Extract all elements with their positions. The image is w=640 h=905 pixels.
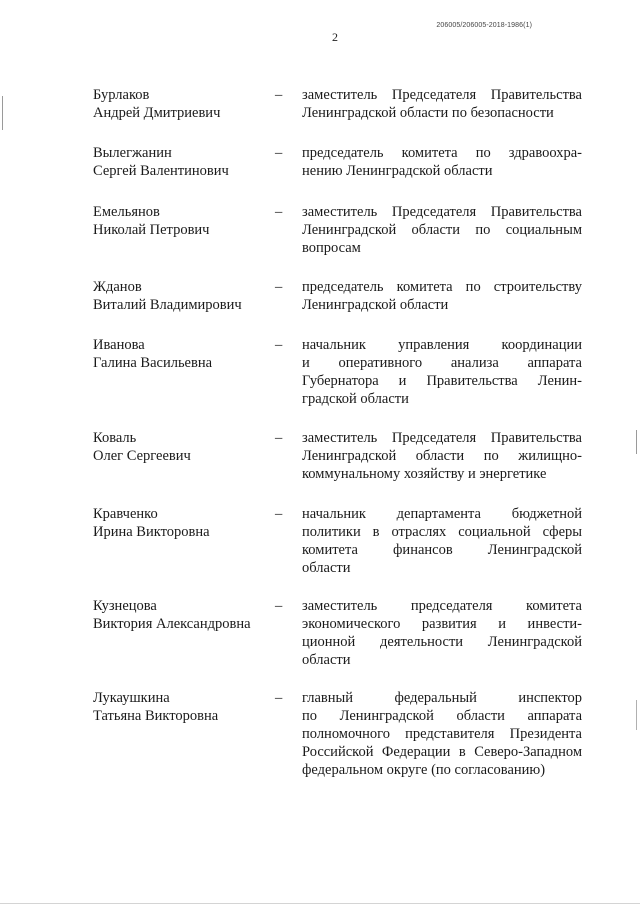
member-position-line: Ленинградской области по безопасности [302,105,554,121]
member-surname: Коваль [93,430,137,446]
member-position-line: Ленинградской области по социальным [302,222,582,238]
member-name [93,429,278,465]
member-given-names: Ирина Викторовна [93,524,210,540]
member-name [93,203,278,239]
member-position-line: заместитель Председателя Правительства [302,430,582,446]
member-position-line: федеральном округе (по согласованию) [302,762,546,778]
member-dash: – [275,145,283,161]
member-position-line: полномочного представителя Президента [302,726,582,742]
member-position-line: главный федеральный инспектор [302,690,582,706]
member-surname: Кузнецова [93,598,157,614]
member-name [93,144,278,180]
member-position-line: политики в отраслях социальной сферы [302,524,582,540]
member-surname: Кравченко [93,506,158,522]
member-given-names: Татьяна Викторовна [93,708,219,724]
member-name [93,689,278,725]
page-number: 2 [332,30,338,44]
member-position-line: ционной деятельности Ленинградской [302,634,582,650]
member-surname: Емельянов [93,204,160,220]
member-position-line: экономического развития и инвести- [302,616,582,632]
member-position [302,336,582,408]
member-dash: – [275,279,283,295]
member-position-line: градской области [302,391,409,407]
member-position-line: комитета финансов Ленинградской [302,542,582,558]
member-name [93,86,278,122]
member-surname: Жданов [93,279,142,295]
member-dash: – [275,506,283,522]
member-given-names: Галина Васильевна [93,355,213,371]
member-position-line: заместитель Председателя Правительства [302,87,582,103]
member-position [302,505,582,577]
member-position-line: и оперативного анализа аппарата [302,355,582,371]
member-name [93,505,278,541]
member-given-names: Виталий Владимирович [93,297,242,313]
member-position [302,86,582,122]
member-position-line: Российской Федерации в Северо-Западном [302,744,582,760]
member-position [302,144,582,180]
member-position [302,597,582,669]
member-surname: Лукаушкина [93,690,170,706]
member-position-line: Ленинградской области по жилищно- [302,448,582,464]
member-position [302,278,582,314]
document-code: 206005/206005-2018-1986(1) [436,22,532,29]
member-dash: – [275,337,283,353]
member-position-line: Губернатора и Правительства Ленин- [302,373,582,389]
member-dash: – [275,87,283,103]
member-position-line: по Ленинградской области аппарата [302,708,582,724]
member-dash: – [275,690,283,706]
member-name [93,336,278,372]
member-surname: Бурлаков [93,87,150,103]
member-position-line: области [302,652,351,668]
member-name [93,597,278,633]
member-surname: Вылегжанин [93,145,172,161]
member-dash: – [275,430,283,446]
member-position-line: заместитель председателя комитета [302,598,582,614]
scan-edge-mark-right [636,430,637,454]
member-dash: – [275,204,283,220]
member-given-names: Виктория Александровна [93,616,251,632]
member-name [93,278,278,314]
scan-edge-mark-bottom [0,903,640,904]
member-position-line: председатель комитета по здравоохра- [302,145,582,161]
member-position [302,429,582,483]
member-given-names: Сергей Валентинович [93,163,229,179]
scan-edge-mark-left [2,96,3,130]
member-given-names: Николай Петрович [93,222,210,238]
member-given-names: Андрей Дмитриевич [93,105,221,121]
member-position-line: коммунальному хозяйству и энергетике [302,466,547,482]
member-position-line: председатель комитета по строительству [302,279,582,295]
scan-edge-mark-right-lower [636,700,637,730]
member-position [302,689,582,779]
member-dash: – [275,598,283,614]
member-given-names: Олег Сергеевич [93,448,191,464]
member-position [302,203,582,257]
member-position-line: заместитель Председателя Правительства [302,204,582,220]
member-position-line: вопросам [302,240,361,256]
member-position-line: области [302,560,351,576]
member-position-line: нению Ленинградской области [302,163,493,179]
member-position-line: начальник департамента бюджетной [302,506,582,522]
member-position-line: начальник управления координации [302,337,582,353]
member-surname: Иванова [93,337,145,353]
member-position-line: Ленинградской области [302,297,449,313]
